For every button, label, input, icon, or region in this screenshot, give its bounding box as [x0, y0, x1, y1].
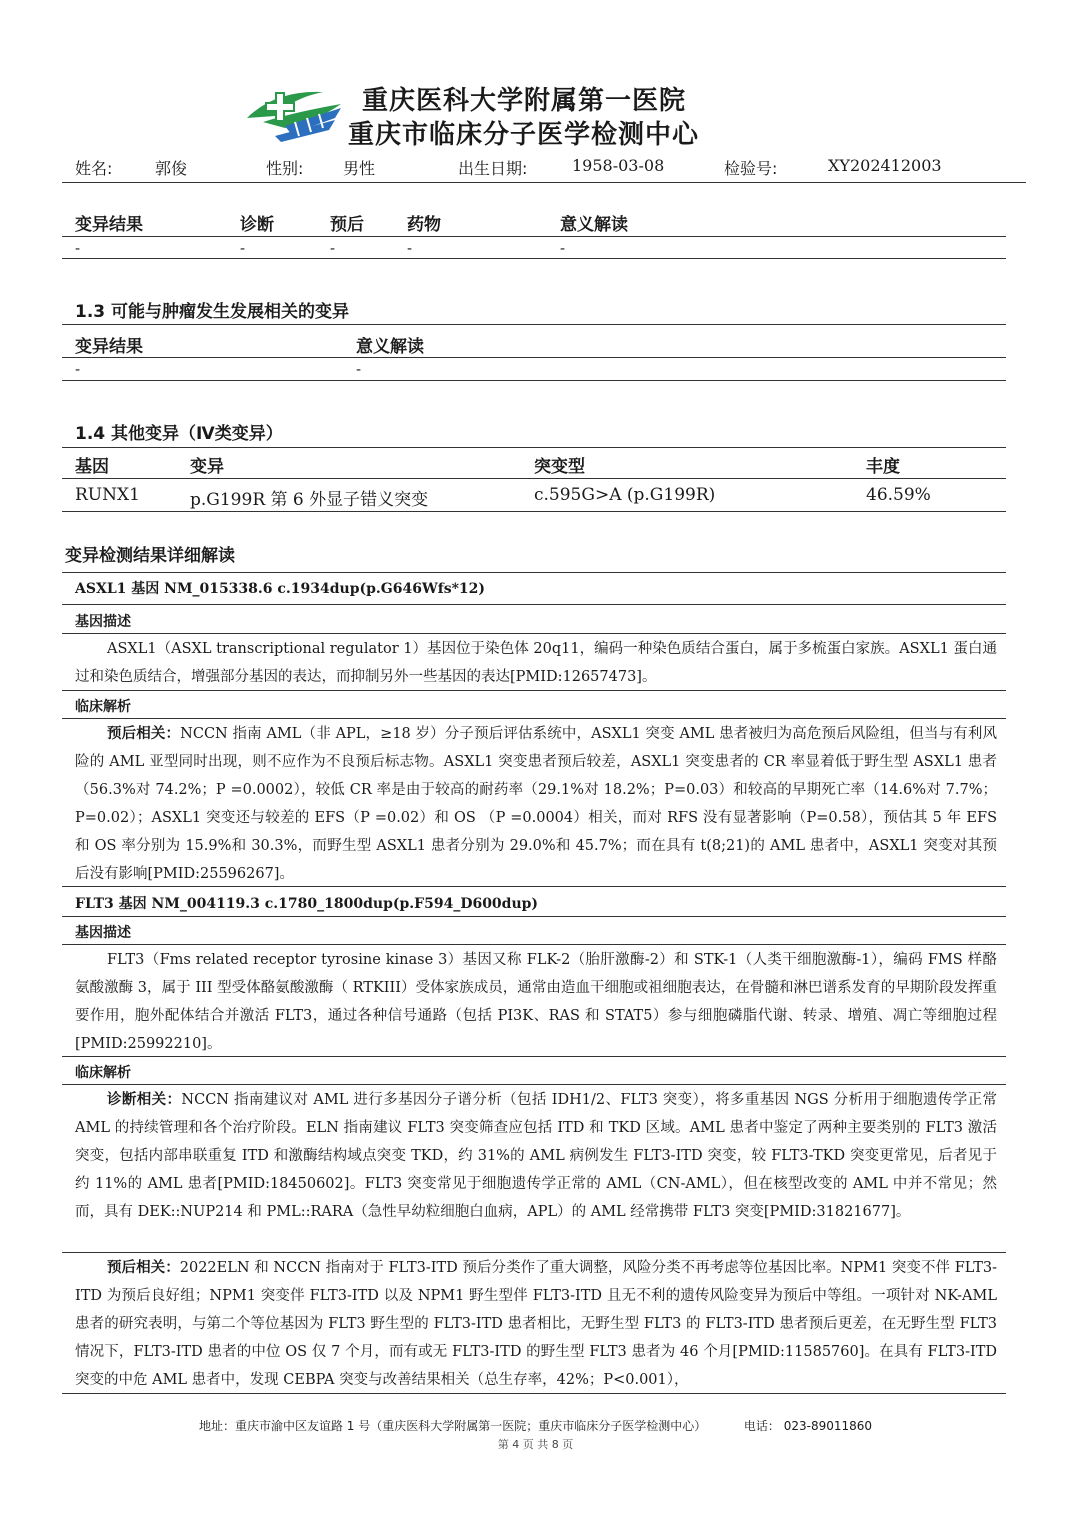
t1-header-line — [62, 236, 1006, 237]
divider — [62, 916, 1006, 917]
divider — [62, 886, 1006, 887]
dob-label: 出生日期: — [458, 159, 528, 178]
asxl1-desc-label: 基因描述 — [75, 614, 131, 630]
divider — [62, 633, 1006, 634]
divider — [62, 690, 1006, 691]
divider — [62, 1393, 1006, 1394]
s14-abundance: 46.59% — [866, 485, 931, 505]
flt3-desc-label: 基因描述 — [75, 925, 131, 941]
t1-cell: - — [330, 239, 336, 257]
t1-header-result: 变异结果 — [75, 215, 143, 235]
details-title: 变异检测结果详细解读 — [65, 546, 235, 566]
s14-top-line — [62, 447, 1006, 448]
page-number: 第 4 页 共 8 页 — [497, 1438, 574, 1451]
s14-header-mutation: 突变型 — [534, 457, 585, 477]
header-divider — [62, 182, 1026, 183]
divider — [62, 718, 1006, 719]
s13-header-meaning: 意义解读 — [356, 337, 424, 357]
t1-header-diagnosis: 诊断 — [240, 215, 274, 235]
flt3-desc: FLT3（Fms related receptor tyrosine kinase 3）基因又称 FLK-2（胎肝激酶-2）和 STK-1（人类干细胞激酶-1），编码 FMS 样酪氨酸激酶 3，属于 III 型受体酪氨酸激酶（ RTKIII）受体家族成员，通常由造血干细胞或祖细胞表达，在骨髓和淋巴谱系发育的早期阶段发挥重要作用，胞外配体结合并激活 FLT3，通过各种信号通路（包括 PI3K、RAS 和 STAT5）参与细胞磷脂代谢、转录、增殖、凋亡等细胞过程[PMID:25992210]。 — [75, 952, 997, 1052]
s13-top-line — [62, 324, 1006, 325]
section-1-3-title: 1.3 可能与肿瘤发生发展相关的变异 — [75, 302, 350, 322]
s13-cell: - — [75, 360, 81, 378]
t1-header-meaning: 意义解读 — [560, 215, 628, 235]
s14-header-variant: 变异 — [190, 457, 224, 477]
t1-header-drug: 药物 — [407, 215, 441, 235]
address: 地址：重庆市渝中区友谊路 1 号（重庆医科大学附属第一医院；重庆市临床分子医学检测中心） — [198, 1419, 707, 1433]
patient-sex: 男性 — [343, 159, 376, 178]
divider — [62, 944, 1006, 945]
flt3-prognosis — [75, 1254, 997, 1394]
hospital-logo — [245, 82, 345, 142]
footer-address — [0, 1417, 1071, 1434]
section-1-4-title: 1.4 其他变异（Ⅳ类变异） — [75, 424, 283, 444]
asxl1-clinical-label: 临床解析 — [75, 699, 131, 715]
s14-mutation: c.595G>A (p.G199R) — [534, 485, 716, 505]
t1-cell: - — [240, 239, 246, 257]
t1-bottom-line — [62, 258, 1006, 259]
s13-header-result: 变异结果 — [75, 337, 143, 357]
s14-header-line — [62, 478, 1006, 479]
asxl1-gene-title: ASXL1 基因 NM_015338.6 c.1934dup(p.G646Wfs*12) — [75, 581, 486, 597]
flt3-gene-title: FLT3 基因 NM_004119.3 c.1780_1800dup(p.F594_D600dup) — [75, 896, 539, 912]
test-number: XY202412003 — [828, 156, 942, 175]
s13-bottom-line — [62, 380, 1006, 381]
s14-variant: p.G199R 第 6 外显子错义突变 — [190, 490, 429, 510]
s14-header-abundance: 丰度 — [866, 457, 900, 477]
asxl1-prognosis — [75, 720, 997, 888]
t1-cell: - — [560, 239, 566, 257]
flt3-clinical-label: 临床解析 — [75, 1065, 131, 1081]
name-label: 姓名: — [75, 159, 113, 178]
divider — [62, 1084, 1006, 1085]
phone-label: 电话： — [743, 1419, 780, 1433]
divider — [62, 604, 1006, 605]
flt3-diagnosis — [75, 1086, 997, 1226]
s14-gene: RUNX1 — [75, 485, 140, 505]
t1-cell: - — [407, 239, 413, 257]
details-top-line — [62, 572, 1006, 573]
test-label: 检验号: — [724, 159, 778, 178]
divider — [62, 1056, 1006, 1057]
hospital-name: 重庆医科大学附属第一医院 — [362, 86, 687, 116]
t1-cell: - — [75, 239, 81, 257]
phone: 023-89011860 — [783, 1419, 873, 1433]
flt3-diagnosis-heading: 诊断相关： — [107, 1091, 182, 1108]
t1-header-prognosis: 预后 — [330, 215, 364, 235]
asxl1-desc: ASXL1（ASXL transcriptional regulator 1）基因位于染色体 20q11，编码一种染色质结合蛋白，属于多梳蛋白家族。ASXL1 蛋白通过和染色质结合，增强部分基因的表达，而抑制另外一些基因的表达[PMID:12657473]。 — [75, 641, 997, 685]
divider — [62, 1252, 1006, 1253]
s13-cell: - — [356, 360, 362, 378]
sex-label: 性别: — [266, 159, 304, 178]
center-name: 重庆市临床分子医学检测中心 — [348, 120, 700, 150]
flt3-prognosis-text: 2022ELN 和 NCCN 指南对于 FLT3-ITD 预后分类作了重大调整，风险分类不再考虑等位基因比率。NPM1 突变不伴 FLT3-ITD 为预后良好组；NPM1 突变伴 FLT3-ITD 以及 NPM1 野生型伴 FLT3-ITD 且无不利的遗传风险变异为预后中等组。一项针对 NK-AML 患者的研究表明，与第二个等位基因为 FLT3 野生型的 FLT3-ITD 患者相比，无野生型 FLT3 的 FLT3-ITD 患者预后更差，在无野生型 FLT3 情况下，FLT3-ITD 患者的中位 OS 仅 7 个月，而有或无 FLT3-ITD 的野生型 FLT3 患者为 46 个月[PMID:11585760]。在具有 FLT3-ITD 突变的中危 AML 患者中，发现 CEBPA 突变与改善结果相关（总生存率，42%；P<0.001）， — [75, 1260, 998, 1388]
s13-header-line — [62, 357, 1006, 358]
flt3-prognosis-heading: 预后相关： — [107, 1259, 180, 1276]
flt3-diagnosis-text: NCCN 指南建议对 AML 进行多基因分子谱分析（包括 IDH1/2、FLT3 突变），将多重基因 NGS 分析用于细胞遗传学正常 AML 的持续管理和各个治疗阶段。ELN 指南建议 FLT3 突变筛查应包括 ITD 和 TKD 区域。AML 患者中鉴定了两种主要类别的 FLT3 激活突变，包括内部串联重复 ITD 和激酶结构域点突变 TKD，约 31%的 AML 病例发生 FLT3-ITD 突变，较 FLT3-TKD 突变更常见，后者见于约 11%的 AML 患者[PMID:18450602]。FLT3 突变常见于细胞遗传学正常的 AML（CN-AML），但在核型改变的 AML 中并不常见；然而，具有 DEK::NUP214 和 PML::RARA（急性早幼粒细胞白血病，APL）的 AML 经常携带 FLT3 突变[PMID:31821677]。 — [75, 1092, 998, 1220]
asxl1-prognosis-heading: 预后相关： — [107, 725, 181, 742]
patient-name: 郭俊 — [155, 159, 188, 178]
s14-bottom-line — [62, 511, 1006, 512]
asxl1-prognosis-text: NCCN 指南 AML（非 APL，≥18 岁）分子预后评估系统中，ASXL1 突变 AML 患者被归为高危预后风险组，但当与有利风险的 AML 亚型同时出现，则不应作为不良预后标志物。ASXL1 突变患者预后较差，ASXL1 突变患者的 CR 率显着低于野生型 ASXL1 患者（56.3%对 74.2%；P =0.0002），较低 CR 率是由于较高的耐药率（29.1%对 18.2%；P=0.03）和较高的早期死亡率（14.6%对 7.7%；P=0.02）；ASXL1 突变还与较差的 EFS（P =0.02）和 OS （P =0.0004）相关，而对 RFS 没有显著影响（P=0.58），预估其 5 年 EFS 和 OS 率分别为 15.9%和 30.3%，而野生型 ASXL1 患者分别为 29.0%和 45.7%；而在具有 t(8;21)的 AML 患者中，ASXL1 突变对其预后没有影响[PMID:25596267]。 — [75, 726, 998, 882]
patient-dob: 1958-03-08 — [572, 156, 665, 175]
s14-header-gene: 基因 — [75, 457, 109, 477]
